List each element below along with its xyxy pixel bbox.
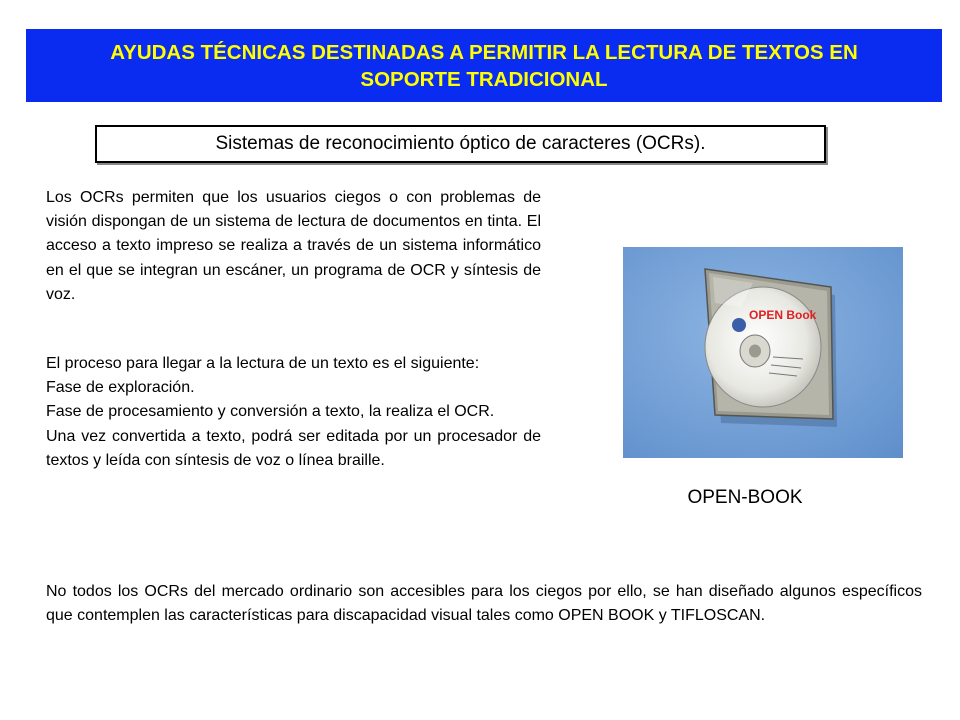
cd-logo (732, 318, 746, 332)
section-subtitle: Sistemas de reconocimiento óptico de caracteres (OCRs). (95, 125, 826, 163)
process-step-1: Fase de exploración. (46, 379, 195, 397)
process-step-3: Una vez convertida a texto, podrá ser editada por un procesador de textos y leída con síntesis de voz o línea braille. (46, 427, 541, 469)
photo-caption: OPEN-BOOK (687, 487, 803, 508)
title-line-2: SOPORTE TRADICIONAL (360, 67, 608, 91)
openbook-cd-photo (623, 247, 903, 458)
intro-paragraph: Los OCRs permiten que los usuarios ciegos o con problemas de visión dispongan de un sistema de lectura de documentos en tinta. El acceso a texto impreso se realiza a través de un sistema informático en el que se integran un escáner, un programa de OCR y síntesis de voz. (46, 189, 541, 303)
title-line-1: AYUDAS TÉCNICAS DESTINADAS A PERMITIR LA LECTURA DE TEXTOS EN (110, 40, 858, 64)
process-list (46, 352, 541, 473)
process-intro: El proceso para llegar a la lectura de un texto es el siguiente: (46, 355, 480, 372)
cd-label-text: OPEN Book (749, 308, 817, 322)
slide-title-banner (26, 29, 942, 102)
closing-paragraph: No todos los OCRs del mercado ordinario son accesibles para los ciegos por ello, se han diseñado algunos específicos que contemplen las características para discapacidad visual tales como OPEN BOOK y TIFLOSCAN. (46, 583, 922, 625)
process-step-2: Fase de procesamiento y conversión a texto, la realiza el OCR. (46, 403, 495, 421)
